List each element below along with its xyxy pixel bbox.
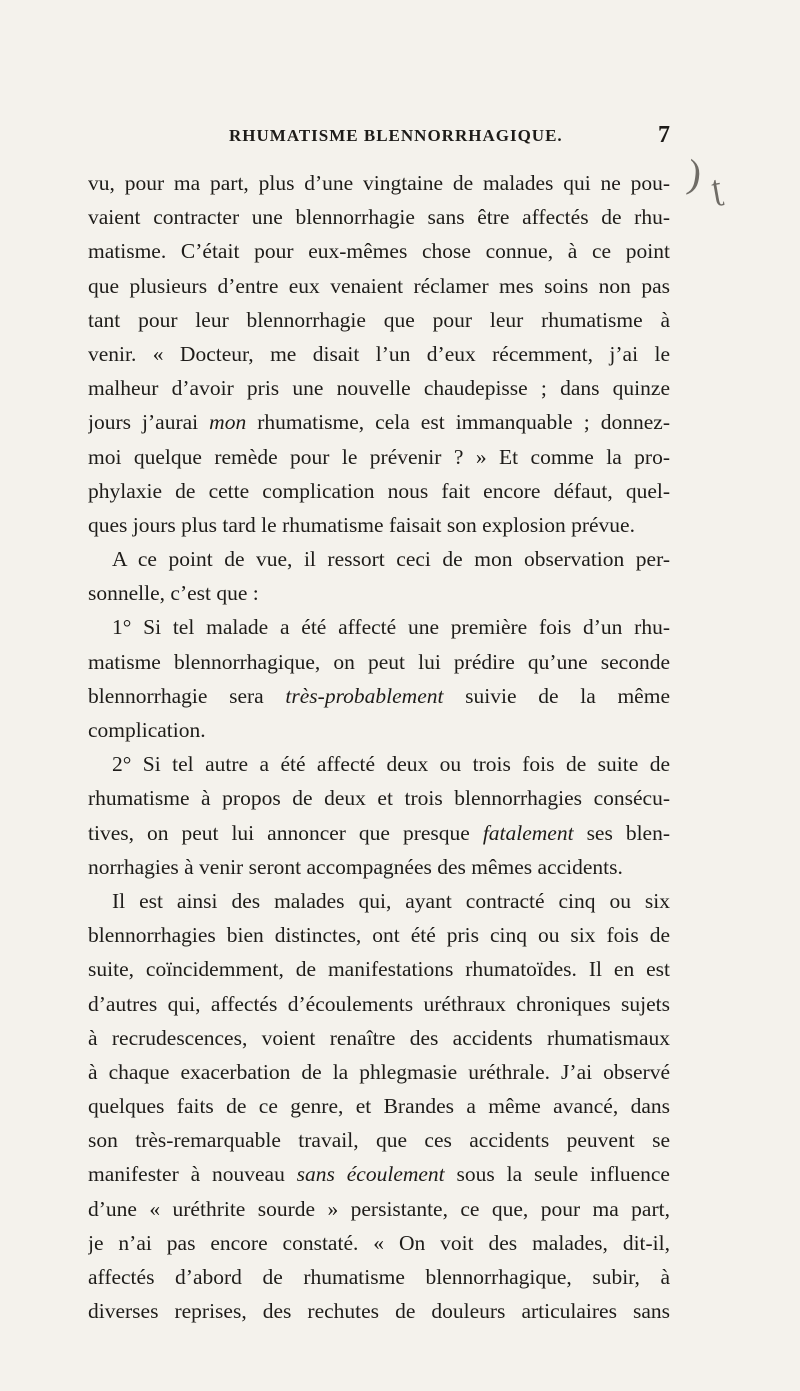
text-line: d’autres qui, affectés d’écoulements uréthraux chroniques sujets [88, 991, 670, 1016]
page-header [88, 124, 670, 154]
text-line: jours j’aurai mon rhumatisme, cela est immanquable ; donnez- [88, 410, 670, 435]
text-line: diverses reprises, des rechutes de douleurs articulaires sans [88, 1299, 670, 1324]
text-line: 2° Si tel autre a été affecté deux ou trois fois de suite de [112, 752, 670, 777]
text-line: tant pour leur blennorrhagie que pour leur rhumatisme à [88, 307, 670, 332]
text-line: d’une « uréthrite sourde » persistante, ce que, pour ma part, [88, 1196, 670, 1221]
text-line: venir. « Docteur, me disait l’un d’eux récemment, j’ai le [88, 341, 670, 366]
text-line: norrhagies à venir seront accompagnées des mêmes accidents. [88, 854, 623, 879]
text-line: moi quelque remède pour le prévenir ? » Et comme la pro- [88, 444, 670, 469]
pencil-mark-icon: ) [684, 150, 705, 197]
text-line: quelques faits de ce genre, et Brandes a même avancé, dans [88, 1094, 670, 1119]
text-line: matisme blennorrhagique, on peut lui prédire qu’une seconde [88, 649, 670, 674]
text-line: sonnelle, c’est que : [88, 581, 259, 606]
text-line: A ce point de vue, il ressort ceci de mon observation per- [112, 547, 670, 572]
text-line: matisme. C’était pour eux-mêmes chose connue, à ce point [88, 239, 670, 264]
text-line: je n’ai pas encore constaté. « On voit des malades, dit-il, [88, 1230, 670, 1255]
text-line: malheur d’avoir pris une nouvelle chaudepisse ; dans quinze [88, 376, 670, 401]
page-number: 7 [658, 122, 670, 148]
text-line: son très-remarquable travail, que ces accidents peuvent se [88, 1128, 670, 1153]
text-line: suite, coïncidemment, de manifestations rhumatoïdes. Il en est [88, 957, 670, 982]
body-text [88, 166, 670, 1328]
pencil-mark-icon: ʈ [708, 169, 725, 208]
text-line: à recrudescences, voient renaître des accidents rhumatismaux [88, 1025, 670, 1050]
running-title: RHUMATISME BLENNORRHAGIQUE. [229, 126, 563, 145]
text-line: phylaxie de cette complication nous fait encore défaut, quel- [88, 478, 670, 503]
text-line: vu, pour ma part, plus d’une vingtaine de malades qui ne pou- [88, 171, 670, 195]
text-line: blennorrhagie sera très-probablement suivie de la même [88, 683, 670, 708]
text-line: affectés d’abord de rhumatisme blennorrhagique, subir, à [88, 1265, 670, 1289]
text-line: vaient contracter une blennorrhagie sans être affectés de rhu- [88, 205, 670, 230]
text-line: tives, on peut lui annoncer que presque fatalement ses blen- [88, 820, 670, 845]
text-line: 1° Si tel malade a été affecté une première fois d’un rhu- [112, 615, 670, 640]
text-line: que plusieurs d’entre eux venaient réclamer mes soins non pas [88, 273, 670, 298]
text-line: à chaque exacerbation de la phlegmasie uréthrale. J’ai observé [88, 1059, 670, 1084]
text-line: rhumatisme à propos de deux et trois blennorrhagies consécu- [88, 786, 670, 811]
text-line: ques jours plus tard le rhumatisme faisait son explosion prévue. [88, 512, 635, 537]
text-line: manifester à nouveau sans écoulement sous la seule influence [88, 1162, 670, 1187]
text-line: blennorrhagies bien distinctes, ont été pris cinq ou six fois de [88, 923, 670, 948]
text-line: Il est ainsi des malades qui, ayant contracté cinq ou six [112, 888, 670, 913]
text-line: complication. [88, 718, 206, 742]
